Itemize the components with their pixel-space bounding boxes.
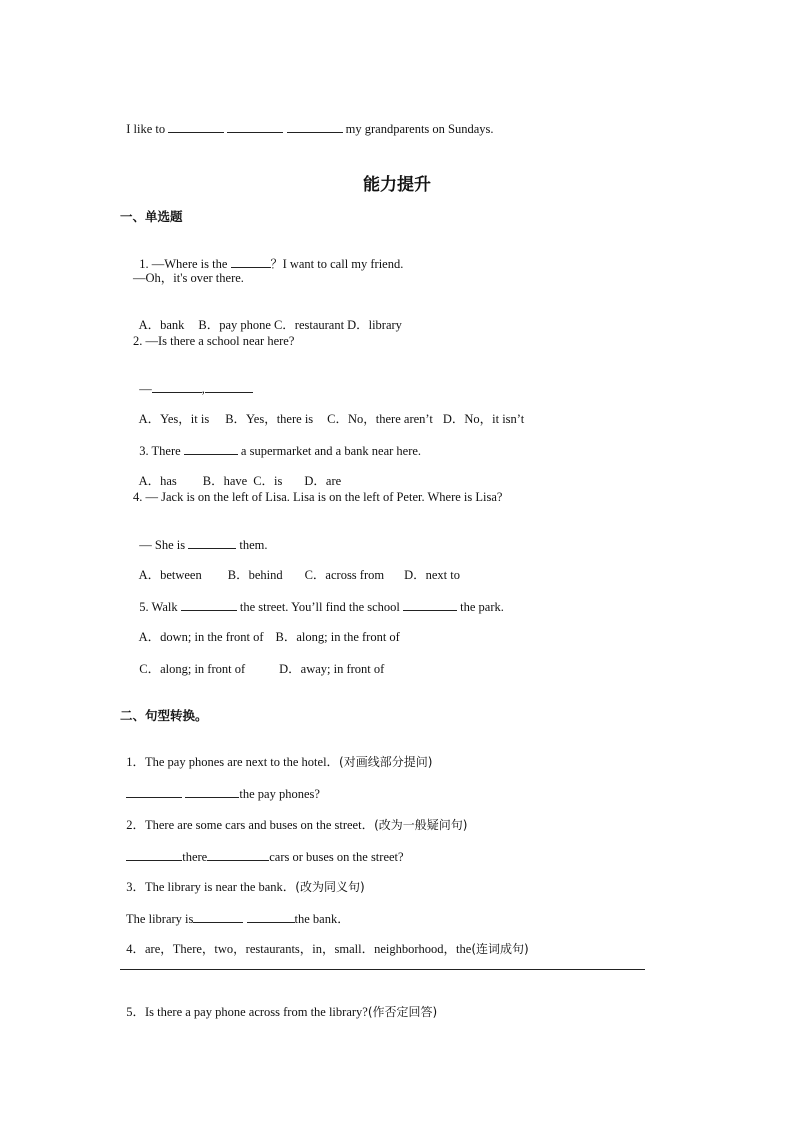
s3-answer (120, 894, 350, 927)
option-b[interactable]: B．pay phone (198, 318, 271, 332)
q1-pre: 1. —Where is the (139, 257, 231, 271)
q2-options (133, 395, 524, 427)
fill-blank[interactable] (193, 910, 243, 923)
option-b[interactable]: B．behind (227, 568, 283, 582)
page-title: 能力提升 (363, 175, 431, 195)
fill-blank[interactable] (227, 120, 283, 133)
option-d[interactable]: D．library (347, 318, 402, 332)
q5-pre: 5. Walk (139, 600, 181, 614)
fill-blank[interactable] (126, 785, 182, 798)
option-d[interactable]: D．next to (404, 568, 460, 582)
q2-reply (133, 364, 253, 397)
option-c[interactable]: C．is (253, 474, 283, 488)
intro-prefix: I like to (126, 122, 169, 136)
s2-note: (改为一般疑问句) (374, 818, 468, 832)
q4-options (133, 551, 460, 583)
sentence-5 (120, 988, 437, 1020)
q5-mid: the street. You’ll find the school (236, 600, 404, 614)
q4-reply-post: them. (236, 538, 268, 552)
s3-note: (改为同义句) (295, 880, 365, 894)
fill-blank[interactable] (247, 910, 295, 923)
q2-dash: — (139, 382, 152, 396)
s1-note: (对画线部分提问) (339, 755, 433, 769)
q4-reply (133, 520, 267, 553)
option-c[interactable]: C．across from (304, 568, 385, 582)
option-a[interactable]: A．down; in the front of (138, 630, 264, 644)
q5-options-row1 (133, 613, 400, 645)
fill-blank[interactable] (207, 848, 269, 861)
s3-text: 3．The library is near the bank． (126, 880, 296, 894)
q4-reply-pre: — She is (139, 538, 189, 552)
s2-answer-mid: there (182, 850, 208, 864)
sentence-4 (120, 925, 529, 957)
fill-blank[interactable] (184, 442, 238, 455)
section-heading-2: 二、句型转换。 (120, 708, 208, 723)
option-a[interactable]: A．between (138, 568, 202, 582)
option-a[interactable]: A．bank (138, 318, 185, 332)
q5-post: the park. (457, 600, 504, 614)
s3-answer-pre: The library is (126, 912, 194, 926)
s1-answer-post: the pay phones? (239, 787, 320, 801)
question-4: 4. — Jack is on the left of Lisa. Lisa is on the left of Peter. Where is Lisa? (133, 490, 503, 504)
q1-mark: ？ (270, 257, 283, 271)
option-d[interactable]: D．away; in front of (279, 662, 385, 676)
option-a[interactable]: A．has (138, 474, 177, 488)
option-d[interactable]: D．No，it isn’t (442, 412, 525, 426)
fill-blank[interactable] (287, 120, 343, 133)
option-a[interactable]: A．Yes，it is (138, 412, 210, 426)
fill-blank[interactable] (181, 598, 237, 611)
question-5 (133, 582, 504, 615)
intro-suffix: my grandparents on Sundays. (342, 122, 494, 136)
fill-blank[interactable] (231, 255, 271, 268)
s5-text: 5．Is there a pay phone across from the library? (126, 1005, 368, 1019)
s1-text: 1．The pay phones are next to the hotel． (126, 755, 340, 769)
option-d[interactable]: D．are (304, 474, 342, 488)
s2-answer (120, 832, 404, 865)
question-1 (133, 239, 403, 272)
question-2: 2. —Is there a school near here? (133, 334, 295, 348)
fill-blank[interactable] (126, 848, 182, 861)
sentence-2 (120, 801, 467, 833)
fill-blank[interactable] (205, 380, 253, 393)
q5-options-row2 (133, 645, 384, 677)
sentence-1 (120, 738, 432, 770)
q3-pre: 3. There (139, 444, 184, 458)
s4-note: (连词成句) (471, 942, 529, 956)
s3-answer-post: the bank． (294, 912, 350, 926)
s1-answer (120, 769, 320, 802)
fill-blank[interactable] (168, 120, 224, 133)
q3-post: a supermarket and a bank near here. (237, 444, 422, 458)
option-c[interactable]: C．along; in front of (139, 662, 246, 676)
s2-answer-post: cars or buses on the street? (269, 850, 404, 864)
option-b[interactable]: B．along; in the front of (275, 630, 400, 644)
option-c[interactable]: C．restaurant (273, 318, 345, 332)
sentence-3 (120, 863, 365, 895)
q1-options (133, 301, 402, 333)
question-3 (133, 426, 421, 459)
s2-text: 2．There are some cars and buses on the street． (126, 818, 375, 832)
q2-comma: , (201, 382, 205, 396)
fill-blank[interactable] (185, 785, 239, 798)
option-c[interactable]: C．No，there aren’t (327, 412, 433, 426)
section-heading-1: 一、单选题 (120, 209, 183, 224)
fill-blank[interactable] (152, 380, 202, 393)
option-b[interactable]: B．have (202, 474, 248, 488)
s4-text: 4．are，There，two，restaurants，in，small．neighborhood，the (126, 942, 472, 956)
intro-line (120, 104, 494, 137)
fill-blank[interactable] (403, 598, 457, 611)
q1-reply: —Oh，it's over there. (133, 271, 244, 285)
option-b[interactable]: B．Yes，there is (225, 412, 314, 426)
q3-options (133, 457, 341, 489)
q1-post: I want to call my friend. (282, 257, 404, 271)
s5-note: (作否定回答) (367, 1005, 438, 1019)
fill-blank[interactable] (188, 536, 236, 549)
s4-answer-line[interactable] (120, 969, 645, 970)
